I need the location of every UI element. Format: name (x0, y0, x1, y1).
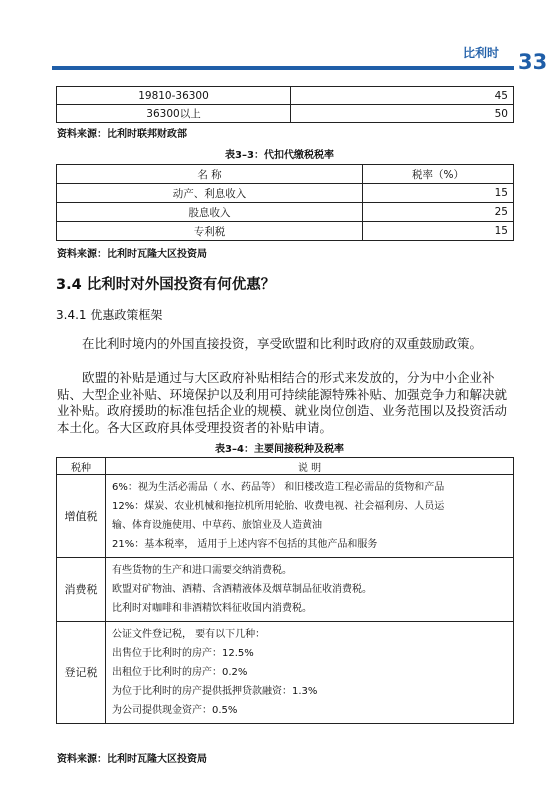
table-row (57, 222, 514, 241)
column-header: 税率（%） (363, 165, 514, 184)
description-line: 6%：视为生活必需品（ 水、药品等） 和旧楼改造工程必需品的货物和产品 (112, 482, 445, 493)
source-note: 资料来源：比利时瓦隆大区投资局 (57, 754, 207, 765)
table-caption: 表3–4：主要间接税种及税率 (215, 444, 344, 455)
table-row (57, 203, 514, 222)
tax-rate-cell: 15 (363, 184, 514, 203)
description-line: 为位于比利时的房产提供抵押贷款融资：1.3% (112, 686, 318, 697)
header-title: 比利时 (463, 46, 500, 60)
description-line: 21%：基本税率， 适用于上述内容不包括的其他产品和服务 (112, 539, 378, 550)
table-row (57, 184, 514, 203)
income-type-cell: 股息收入 (57, 203, 363, 222)
withholding-tax-table (56, 164, 514, 241)
tax-rate-cell: 15 (363, 222, 514, 241)
table-row (57, 475, 514, 558)
income-tax-table-continued (56, 86, 514, 123)
column-header: 税种 (57, 458, 106, 475)
table-header-row (57, 165, 514, 184)
description-line: 公证文件登记税， 要有以下几种： (112, 629, 266, 640)
column-header: 说 明 (106, 458, 514, 475)
income-range-cell: 36300以上 (57, 105, 291, 123)
table-row (57, 622, 514, 724)
table-row (57, 87, 514, 105)
indirect-tax-table (56, 457, 514, 724)
subsection-heading: 3.4.1 优惠政策框架 (56, 308, 163, 322)
income-range-cell: 19810-36300 (57, 87, 291, 105)
description-line: 欧盟对矿物油、酒精、含酒精液体及烟草制品征收消费税。 (112, 584, 372, 595)
table-header-row (57, 458, 514, 475)
description-line: 12%：煤炭、农业机械和拖拉机所用轮胎、收费电视、社会福利房、人员运 (112, 501, 445, 512)
header-rule (52, 66, 514, 70)
description-line: 出售位于比利时的房产：12.5% (112, 648, 254, 659)
income-type-cell: 专利税 (57, 222, 363, 241)
table-row (57, 105, 514, 123)
description-line: 输、体育设施使用、中草药、旅馆业及人造黄油 (112, 520, 322, 531)
tax-rate-cell: 50 (291, 105, 514, 123)
description-line: 比利时对咖啡和非酒精饮料征收国内消费税。 (112, 603, 312, 614)
income-type-cell: 动产、利息收入 (57, 184, 363, 203)
tax-rate-cell: 45 (291, 87, 514, 105)
tax-rate-cell: 25 (363, 203, 514, 222)
description-line: 为公司提供现金资产：0.5% (112, 705, 238, 716)
description-line: 出租位于比利时的房产：0.2% (112, 667, 248, 678)
column-header: 名 称 (57, 165, 363, 184)
body-paragraph: 在比利时境内的外国直接投资，享受欧盟和比利时政府的双重鼓励政策。 (82, 336, 483, 351)
source-note: 资料来源：比利时联邦财政部 (57, 129, 187, 140)
tax-kind-cell: 增值税 (57, 475, 106, 558)
table-caption: 表3–3：代扣代缴税税率 (225, 150, 334, 161)
table-row (57, 558, 514, 622)
section-heading: 3.4 比利时对外国投资有何优惠？ (56, 277, 276, 293)
tax-kind-cell: 消费税 (57, 558, 106, 622)
body-paragraph: 欧盟的补贴是通过与大区政府补贴相结合的形式来发放的，分为中小企业补贴、大型企业补贴、环境保护以及利用可持续能源特殊补贴、加强竞争力和解决就业补贴。政府援助的标准包括企业的规模、就业岗位创造、业务范围以及投资活动本土化。各大区政府具体受理投资者的补贴申请。 (57, 370, 508, 435)
tax-kind-cell: 登记税 (57, 622, 106, 724)
tax-description-cell (106, 475, 514, 558)
tax-description-cell (106, 622, 514, 724)
source-note: 资料来源：比利时瓦隆大区投资局 (57, 249, 207, 260)
page-number: 33 (518, 50, 548, 74)
description-line: 有些货物的生产和进口需要交纳消费税。 (112, 565, 292, 576)
tax-description-cell (106, 558, 514, 622)
